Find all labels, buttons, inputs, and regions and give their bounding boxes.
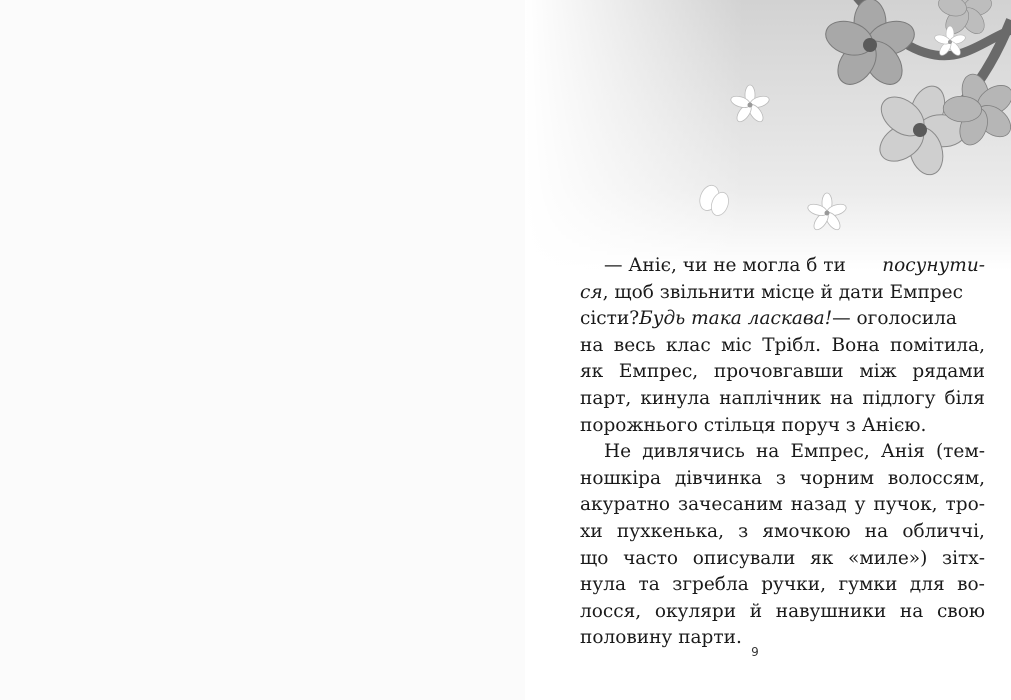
word: навушники xyxy=(775,600,887,622)
word: акуратно xyxy=(580,494,671,516)
word: описували xyxy=(692,547,796,569)
word: кинула xyxy=(640,387,711,409)
text-line xyxy=(580,492,985,519)
right-page xyxy=(525,0,1011,700)
word: з xyxy=(775,467,786,489)
text-line: ся, щоб звільнити місце й дати Емпрес xyxy=(580,281,963,303)
word: що xyxy=(580,547,609,569)
word: Не xyxy=(604,441,632,463)
word: підлогу xyxy=(862,387,936,409)
word: прочовгавши xyxy=(713,361,844,383)
word: згребла xyxy=(672,574,749,596)
word: на xyxy=(830,387,854,409)
page-number: 9 xyxy=(751,645,759,659)
word: окуляри xyxy=(654,600,737,622)
word: Емпрес, xyxy=(790,441,870,463)
word: «миле») xyxy=(848,547,928,569)
word: клас xyxy=(665,334,711,356)
text-line: — Аніє, чи не могла б ти посунути- xyxy=(604,255,985,276)
text-line: сісти?Будь така ласкава!— оголосила xyxy=(580,308,957,330)
body-text xyxy=(580,253,985,652)
word: біля xyxy=(944,387,985,409)
text-line xyxy=(580,386,985,413)
text-line: половину парти. xyxy=(580,627,742,649)
word: Вона xyxy=(831,334,880,356)
word: на xyxy=(899,600,924,622)
text-line xyxy=(580,439,985,466)
text-line xyxy=(580,333,985,360)
word: як xyxy=(810,547,834,569)
word: свою xyxy=(936,600,985,622)
word: Анія xyxy=(880,441,925,463)
word: зітх- xyxy=(942,547,985,569)
word: во- xyxy=(957,574,985,596)
cherry-blossom-branch-illustration xyxy=(525,0,1011,270)
word: обличчі, xyxy=(902,520,985,542)
text-line xyxy=(580,466,985,493)
word: як xyxy=(580,361,604,383)
word: парт, xyxy=(580,387,632,409)
word: й xyxy=(749,600,763,622)
word: у xyxy=(854,494,866,516)
text-line xyxy=(580,546,985,573)
word: на xyxy=(755,441,780,463)
word: тро- xyxy=(945,494,985,516)
word: дівчинка xyxy=(674,467,763,489)
word: дивлячись xyxy=(642,441,745,463)
text-line xyxy=(580,519,985,546)
word: ямочкою xyxy=(762,520,851,542)
word: часто xyxy=(623,547,679,569)
word: Трібл. xyxy=(762,334,822,356)
word: хи xyxy=(580,520,603,542)
word: ношкіра xyxy=(580,467,662,489)
word: між xyxy=(859,361,897,383)
word: на xyxy=(580,334,604,356)
word: Емпрес, xyxy=(618,361,699,383)
word: гумки xyxy=(838,574,898,596)
word: на xyxy=(864,520,889,542)
text-line xyxy=(580,599,985,626)
word: міс xyxy=(721,334,752,356)
word: назад xyxy=(790,494,847,516)
word: з xyxy=(738,520,749,542)
word: весь xyxy=(613,334,656,356)
text-line: порожнього стільця поруч з Анією. xyxy=(580,414,927,436)
word: нула xyxy=(580,574,626,596)
word: чорним xyxy=(799,467,875,489)
word: ручки, xyxy=(761,574,826,596)
word: зачесаним xyxy=(678,494,783,516)
text-line xyxy=(580,572,985,599)
word: для xyxy=(909,574,945,596)
word: та xyxy=(638,574,660,596)
word: волоссям, xyxy=(887,467,985,489)
word: (тем- xyxy=(935,441,985,463)
word: наплічник xyxy=(719,387,822,409)
word: рядами xyxy=(912,361,985,383)
text-line xyxy=(580,359,985,386)
word: помітила, xyxy=(889,334,985,356)
word: пучок, xyxy=(873,494,938,516)
word: лосся, xyxy=(580,600,642,622)
word: пухкенька, xyxy=(616,520,724,542)
